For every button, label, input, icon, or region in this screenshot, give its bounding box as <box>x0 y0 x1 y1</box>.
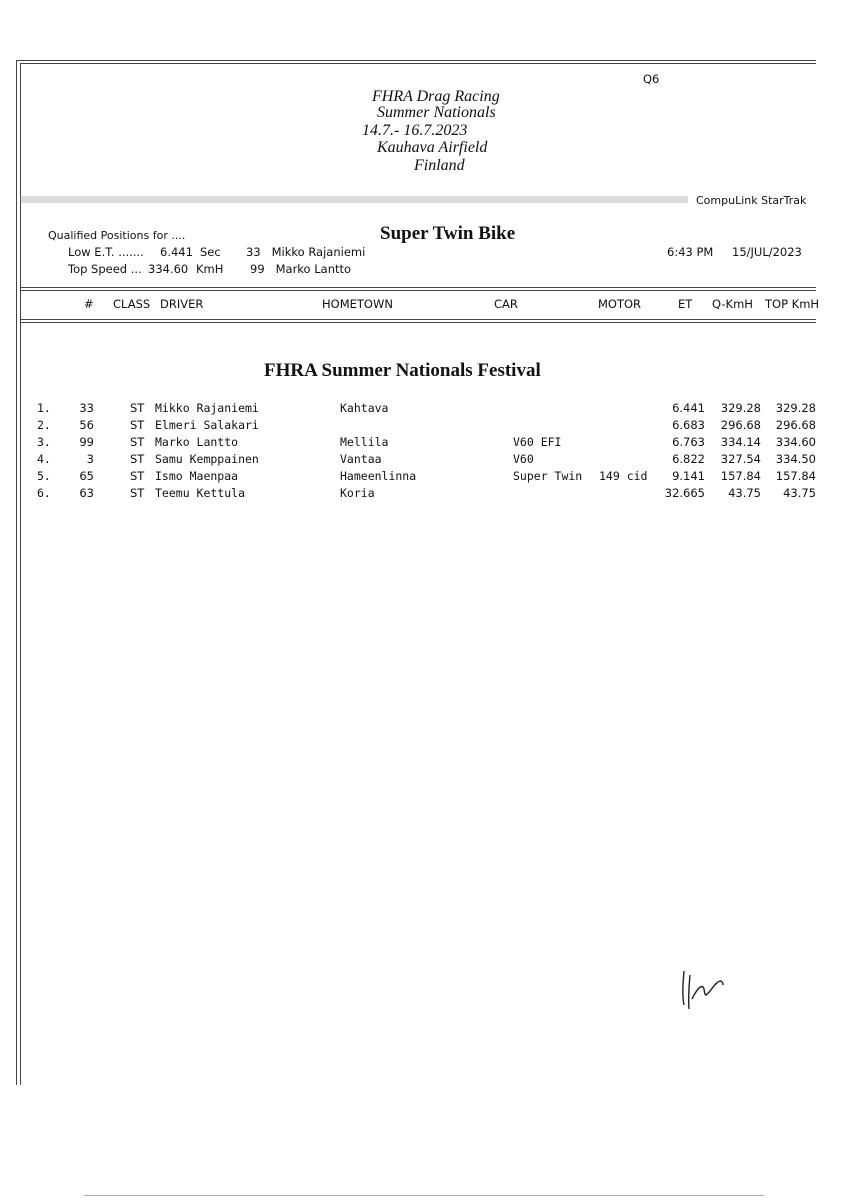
cell-q: 43.75 <box>728 486 761 500</box>
cell-car: Super Twin <box>513 469 583 483</box>
low-et-value: 6.441 <box>160 245 193 259</box>
qualified-label: Qualified Positions for .... <box>48 229 186 242</box>
dotted-separator <box>20 196 688 203</box>
report-time: 6:43 PM <box>667 245 714 259</box>
event-title-line-2: Summer Nationals <box>377 104 496 121</box>
top-speed-unit: KmH <box>196 262 224 276</box>
cell-cls: ST <box>130 486 145 500</box>
table-row <box>0 435 848 452</box>
cell-car: V60 <box>513 452 534 466</box>
header-rule-bottom-2 <box>20 322 816 323</box>
cell-et: 6.683 <box>672 418 705 432</box>
col-topkmh: TOP KmH <box>765 297 820 311</box>
cell-q: 296.68 <box>720 418 761 432</box>
event-venue: Kauhava Airfield <box>377 139 488 156</box>
col-qkmh: Q-KmH <box>712 297 753 311</box>
cell-pos: 5. <box>37 469 51 483</box>
cell-q: 157.84 <box>720 469 761 483</box>
cell-et: 6.441 <box>672 401 705 415</box>
cell-pos: 4. <box>37 452 51 466</box>
bottom-rule <box>84 1195 764 1196</box>
low-et-label: Low E.T. ....... <box>68 245 144 259</box>
top-speed-label: Top Speed ... <box>68 262 142 276</box>
top-border-inner <box>20 63 816 64</box>
cell-top: 157.84 <box>775 469 816 483</box>
cell-cls: ST <box>130 469 145 483</box>
cell-pos: 3. <box>37 435 51 449</box>
event-dates: 14.7.- 16.7.2023 <box>362 122 468 139</box>
cell-car: V60 EFI <box>513 435 562 449</box>
cell-cls: ST <box>130 418 145 432</box>
cell-q: 334.14 <box>720 435 761 449</box>
cell-hometown: Kahtava <box>340 401 389 415</box>
cell-driver: Elmeri Salakari <box>155 418 259 432</box>
cell-driver: Mikko Rajaniemi <box>155 401 259 415</box>
header-rule-bottom <box>20 319 816 320</box>
cell-hometown: Vantaa <box>340 452 382 466</box>
cell-driver: Teemu Kettula <box>155 486 246 500</box>
cell-et: 9.141 <box>672 469 705 483</box>
page-code: Q6 <box>643 72 660 86</box>
table-row <box>0 452 848 469</box>
low-et-unit: Sec <box>200 245 221 259</box>
handwritten-signature <box>676 965 736 1015</box>
top-border <box>16 60 816 61</box>
table-row <box>0 401 848 418</box>
cell-et: 6.822 <box>672 452 705 466</box>
col-driver: DRIVER <box>160 297 204 311</box>
top-speed-driver: 99 Marko Lantto <box>250 262 352 276</box>
low-et-driver: 33 Mikko Rajaniemi <box>246 245 366 259</box>
cell-num: 65 <box>79 469 94 483</box>
cell-top: 334.60 <box>775 435 816 449</box>
col-hometown: HOMETOWN <box>322 297 393 311</box>
cell-top: 43.75 <box>783 486 816 500</box>
cell-driver: Samu Kemppainen <box>155 452 259 466</box>
column-header-row <box>0 297 848 314</box>
cell-hometown: Mellila <box>340 435 389 449</box>
cell-num: 63 <box>79 486 94 500</box>
cell-num: 99 <box>79 435 94 449</box>
event-title-line-1: FHRA Drag Racing <box>372 88 500 105</box>
class-title: Super Twin Bike <box>380 223 516 244</box>
top-speed-value: 334.60 <box>148 262 189 276</box>
cell-cls: ST <box>130 435 145 449</box>
system-label: CompuLink StarTrak <box>696 194 807 207</box>
col-class: CLASS <box>113 297 151 311</box>
cell-num: 56 <box>79 418 94 432</box>
cell-q: 329.28 <box>720 401 761 415</box>
table-row <box>0 418 848 435</box>
header-rule-top <box>20 287 816 288</box>
cell-et: 32.665 <box>664 486 705 500</box>
col-motor: MOTOR <box>598 297 642 311</box>
cell-driver: Ismo Maenpaa <box>155 469 239 483</box>
cell-num: 33 <box>79 401 94 415</box>
col-et: ET <box>678 297 693 311</box>
cell-pos: 6. <box>37 486 51 500</box>
col-car: CAR <box>494 297 518 311</box>
cell-top: 296.68 <box>775 418 816 432</box>
cell-driver: Marko Lantto <box>155 435 239 449</box>
report-date: 15/JUL/2023 <box>732 245 802 259</box>
cell-pos: 2. <box>37 418 51 432</box>
table-row <box>0 469 848 486</box>
cell-hometown: Koria <box>340 486 375 500</box>
header-rule-top-2 <box>20 290 816 291</box>
cell-cls: ST <box>130 401 145 415</box>
col-num: # <box>84 297 94 311</box>
cell-top: 334.50 <box>775 452 816 466</box>
cell-cls: ST <box>130 452 145 466</box>
cell-num: 3 <box>86 452 94 466</box>
cell-et: 6.763 <box>672 435 705 449</box>
cell-top: 329.28 <box>775 401 816 415</box>
cell-q: 327.54 <box>720 452 761 466</box>
cell-hometown: Hameenlinna <box>340 469 417 483</box>
cell-motor: 149 cid <box>599 469 648 483</box>
event-country: Finland <box>414 157 465 174</box>
table-row <box>0 486 848 503</box>
cell-pos: 1. <box>37 401 51 415</box>
left-border-inner <box>20 63 21 1085</box>
section-title: FHRA Summer Nationals Festival <box>264 360 541 381</box>
left-border <box>16 60 17 1085</box>
